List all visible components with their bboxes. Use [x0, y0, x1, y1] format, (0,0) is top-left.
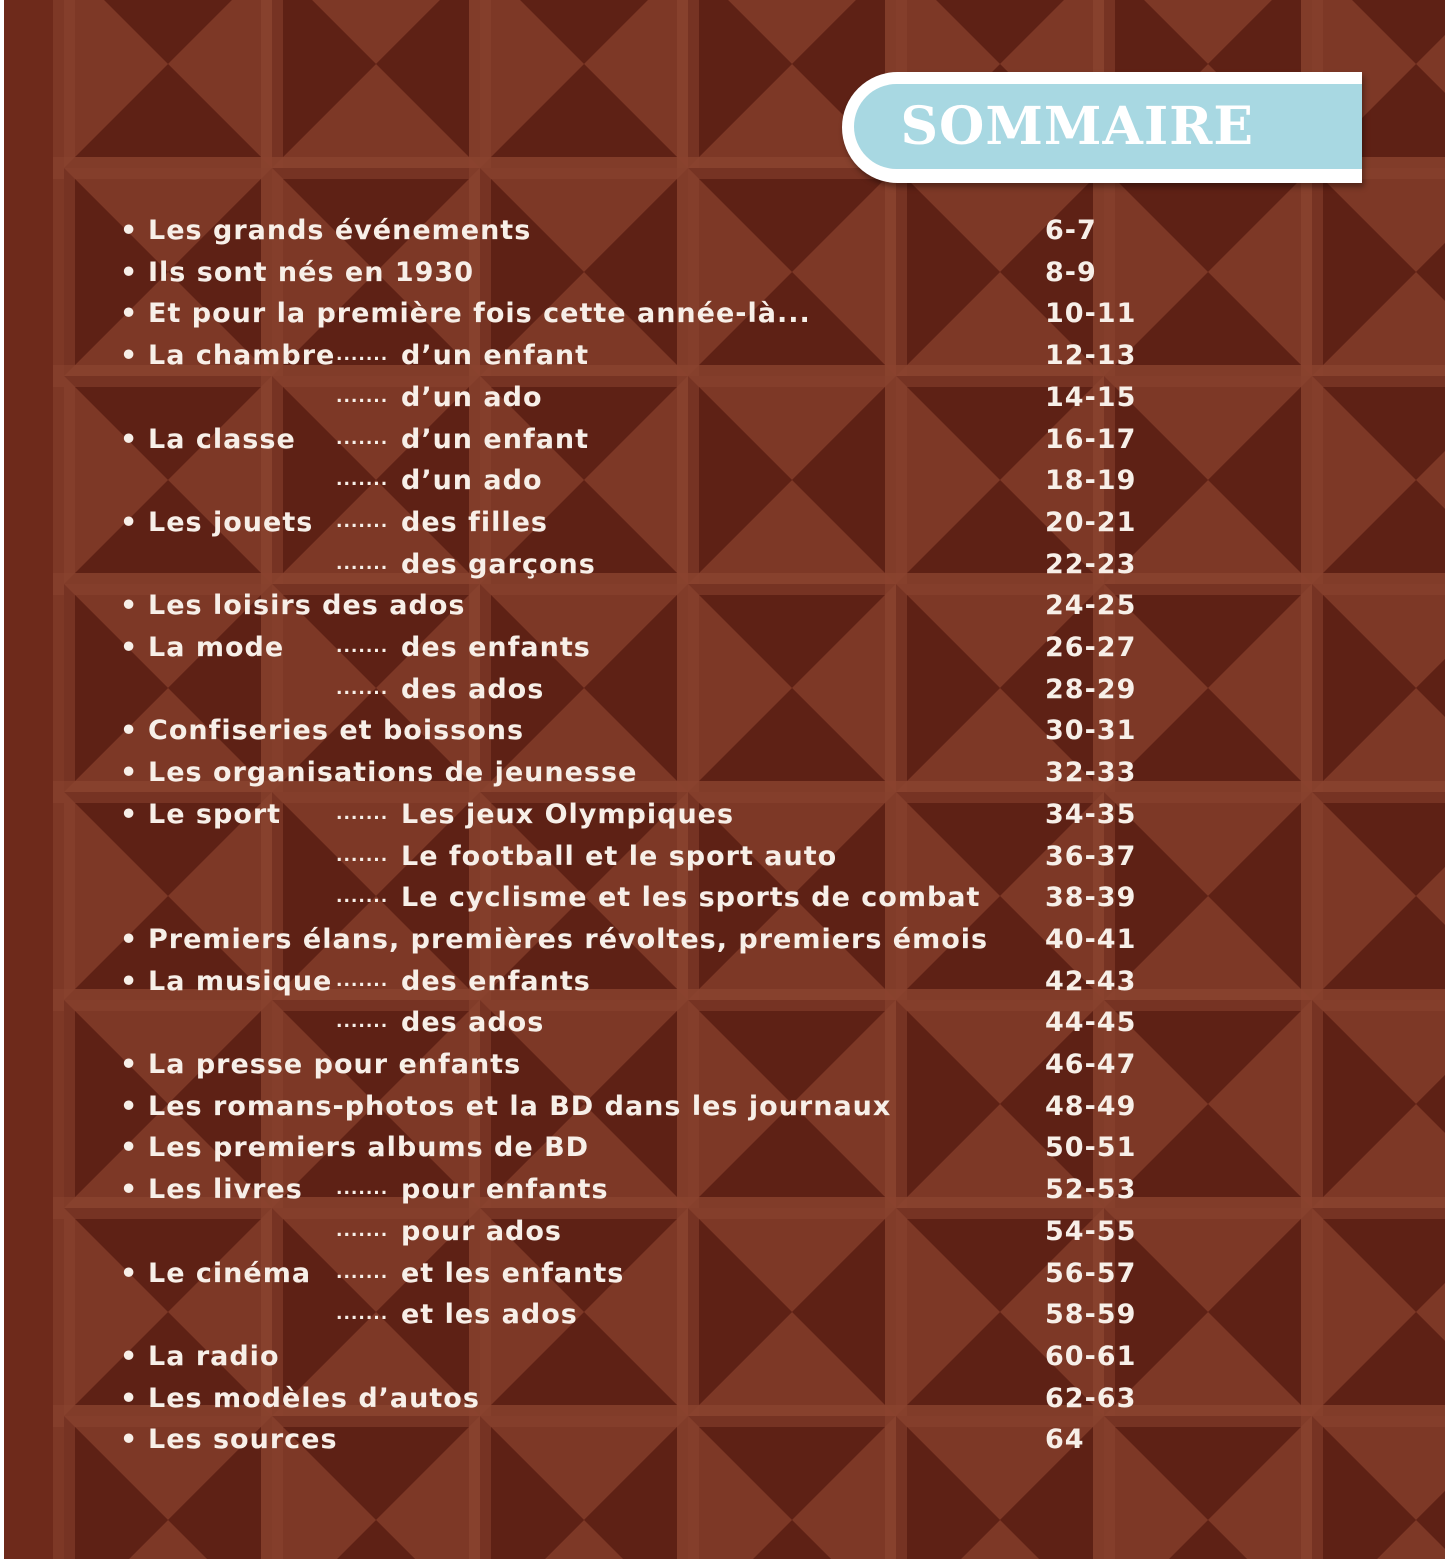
toc-entry: [4, 1294, 1445, 1335]
toc-entry: [4, 877, 1445, 918]
toc-entry-subtitle: des garçons: [401, 548, 596, 580]
toc-bullet: •: [120, 1049, 139, 1080]
toc-leader-dots: .......: [336, 1304, 389, 1325]
toc-entry: [4, 1336, 1445, 1377]
toc-entry: [4, 210, 1445, 251]
toc-page-range: 30-31: [1045, 715, 1137, 747]
toc-entry-title: Le sport: [148, 798, 282, 830]
toc-bullet: •: [120, 215, 139, 246]
toc-entry-title: Les grands événements: [148, 215, 532, 246]
toc-entry-title: Et pour la première fois cette année-là...: [148, 298, 811, 330]
toc-entry-title: Premiers élans, premières révoltes, premiers émois: [148, 923, 989, 955]
toc-entry-subtitle: des ados: [401, 1007, 545, 1039]
toc-entry-subtitle: pour ados: [401, 1215, 562, 1247]
toc-entry-title: Les romans-photos et la BD dans les journaux: [148, 1090, 892, 1122]
toc-leader-dots: .......: [336, 345, 389, 366]
title-tab-inner: [854, 84, 1362, 169]
toc-leader-dots: .......: [336, 1179, 389, 1200]
toc-page-range: 42-43: [1045, 965, 1137, 997]
toc-bullet: •: [120, 1424, 139, 1456]
toc-entry-subtitle: Les jeux Olympiques: [401, 798, 735, 830]
toc-entry: [4, 961, 1445, 1002]
toc-entry-title: La presse pour enfants: [148, 1049, 522, 1080]
toc-entry-title: Les modèles d’autos: [148, 1382, 480, 1414]
toc-page-range: 34-35: [1045, 798, 1137, 830]
toc-entry-subtitle: d’un enfant: [401, 423, 590, 455]
toc-entry-subtitle: et les enfants: [401, 1257, 625, 1289]
toc-leader-dots: .......: [336, 637, 389, 657]
toc-page-range: 18-19: [1045, 465, 1137, 497]
toc-entry: [4, 502, 1445, 543]
toc-entry: [4, 377, 1445, 418]
toc-bullet: •: [120, 923, 139, 955]
toc-entry-title: Les organisations de jeunesse: [148, 757, 638, 789]
toc-bullet: •: [120, 798, 139, 830]
toc-entry-title: Confiseries et boissons: [148, 715, 525, 747]
toc-page-range: 38-39: [1045, 882, 1137, 914]
toc-entry-title: Les premiers albums de BD: [148, 1132, 590, 1164]
toc-page-range: 56-57: [1045, 1257, 1137, 1289]
toc-entry-subtitle: Le football et le sport auto: [401, 840, 838, 872]
toc-entry: [4, 1378, 1445, 1419]
toc-entry: [4, 1419, 1445, 1460]
toc-leader-dots: .......: [336, 845, 389, 866]
toc-leader-dots: .......: [336, 1012, 389, 1033]
toc-bullet: •: [120, 1132, 139, 1164]
toc-page-range: 64: [1045, 1424, 1085, 1456]
toc-entry: [4, 293, 1445, 334]
toc-leader-dots: .......: [336, 511, 389, 532]
toc-entry: [4, 919, 1445, 960]
toc-entry-title: Les livres: [148, 1174, 303, 1206]
toc-page-range: 24-25: [1045, 590, 1137, 622]
toc-leader-dots: .......: [336, 678, 389, 699]
toc-bullet: •: [120, 965, 139, 997]
toc-bullet: •: [120, 506, 139, 538]
toc-entry-title: Ils sont nés en 1930: [148, 256, 475, 288]
toc-bullet: •: [120, 1257, 139, 1289]
toc-entry: [4, 1086, 1445, 1127]
toc-leader-dots: .......: [336, 970, 389, 991]
toc-entry-subtitle: et les ados: [401, 1299, 578, 1331]
toc-entry-title: La mode: [148, 632, 285, 663]
toc-entry-title: La radio: [148, 1340, 280, 1372]
toc-entry: [4, 1044, 1445, 1085]
toc-leader-dots: .......: [336, 553, 389, 574]
toc-page-range: 54-55: [1045, 1215, 1137, 1247]
toc-entry: [4, 1253, 1445, 1294]
toc-bullet: •: [120, 298, 139, 330]
toc-bullet: •: [120, 1090, 139, 1122]
toc-bullet: •: [120, 256, 139, 288]
toc-page-range: 52-53: [1045, 1174, 1137, 1206]
toc-page-range: 16-17: [1045, 423, 1137, 455]
toc-entry-title: Les sources: [148, 1424, 338, 1456]
toc-page-range: 50-51: [1045, 1132, 1137, 1164]
toc-entry-subtitle: d’un ado: [401, 381, 543, 413]
toc-page-range: 14-15: [1045, 381, 1137, 413]
toc-entry-title: Le cinéma: [148, 1257, 312, 1289]
table-of-contents-page: [4, 0, 1445, 1559]
toc-page-range: 8-9: [1045, 256, 1097, 288]
toc-entry: [4, 794, 1445, 835]
toc-page-range: 20-21: [1045, 506, 1137, 538]
toc-entry: [4, 1169, 1445, 1210]
toc-page-range: 48-49: [1045, 1090, 1137, 1122]
toc-leader-dots: .......: [336, 470, 389, 491]
toc-bullet: •: [120, 1340, 139, 1372]
toc-entry-subtitle: des filles: [401, 506, 549, 538]
toc-bullet: •: [120, 423, 139, 455]
toc-entry-subtitle: des ados: [401, 673, 545, 705]
toc-page-range: 60-61: [1045, 1340, 1137, 1372]
toc-entry: [4, 627, 1445, 668]
toc-entry-subtitle: des enfants: [401, 632, 591, 663]
toc-entry-subtitle: pour enfants: [401, 1174, 609, 1206]
toc-leader-dots: .......: [336, 428, 389, 449]
toc-page-range: 22-23: [1045, 548, 1137, 580]
title-tab: [842, 72, 1362, 183]
toc-entry: [4, 669, 1445, 710]
toc-entry: [4, 585, 1445, 626]
toc-leader-dots: .......: [336, 887, 389, 908]
toc-leader-dots: .......: [336, 1220, 389, 1241]
toc-entry: [4, 752, 1445, 793]
toc-entry: [4, 460, 1445, 501]
toc-entry-title: Les jouets: [148, 506, 314, 538]
toc-page-range: 62-63: [1045, 1382, 1137, 1414]
toc-entry: [4, 252, 1445, 293]
toc-page-range: 10-11: [1045, 298, 1137, 330]
toc-leader-dots: .......: [336, 1262, 389, 1283]
toc-page-range: 40-41: [1045, 923, 1137, 955]
toc-bullet: •: [120, 1174, 139, 1206]
toc-entry-title: La chambre: [148, 340, 336, 372]
toc-page-range: 36-37: [1045, 840, 1137, 872]
toc-page-range: 46-47: [1045, 1049, 1137, 1080]
toc-page-range: 6-7: [1045, 215, 1097, 246]
toc-bullet: •: [120, 1382, 139, 1414]
toc-entry: [4, 1127, 1445, 1168]
toc-bullet: •: [120, 757, 139, 789]
toc-bullet: •: [120, 715, 139, 747]
toc-page-range: 26-27: [1045, 632, 1137, 663]
toc-page-range: 32-33: [1045, 757, 1137, 789]
toc-entry-title: La classe: [148, 423, 296, 455]
toc-bullet: •: [120, 632, 139, 663]
toc-entry-subtitle: d’un enfant: [401, 340, 590, 372]
page-title: SOMMAIRE: [900, 96, 1254, 157]
toc-entry: [4, 419, 1445, 460]
toc-page-range: 44-45: [1045, 1007, 1137, 1039]
toc-entry-subtitle: d’un ado: [401, 465, 543, 497]
toc-bullet: •: [120, 590, 139, 622]
toc-page-range: 58-59: [1045, 1299, 1137, 1331]
toc-entry: [4, 836, 1445, 877]
toc-entry-title: La musique: [148, 965, 333, 997]
toc-entry: [4, 335, 1445, 376]
toc-entry: [4, 1002, 1445, 1043]
toc-entry-subtitle: des enfants: [401, 965, 591, 997]
toc-entry: [4, 710, 1445, 751]
toc-page-range: 12-13: [1045, 340, 1137, 372]
toc-bullet: •: [120, 340, 139, 372]
toc-entry-subtitle: Le cyclisme et les sports de combat: [401, 882, 981, 914]
toc-page-range: 28-29: [1045, 673, 1137, 705]
toc-entry-title: Les loisirs des ados: [148, 590, 466, 622]
toc-leader-dots: .......: [336, 803, 389, 824]
toc-entry: [4, 544, 1445, 585]
toc-entry: [4, 1211, 1445, 1252]
toc-leader-dots: .......: [336, 386, 389, 407]
